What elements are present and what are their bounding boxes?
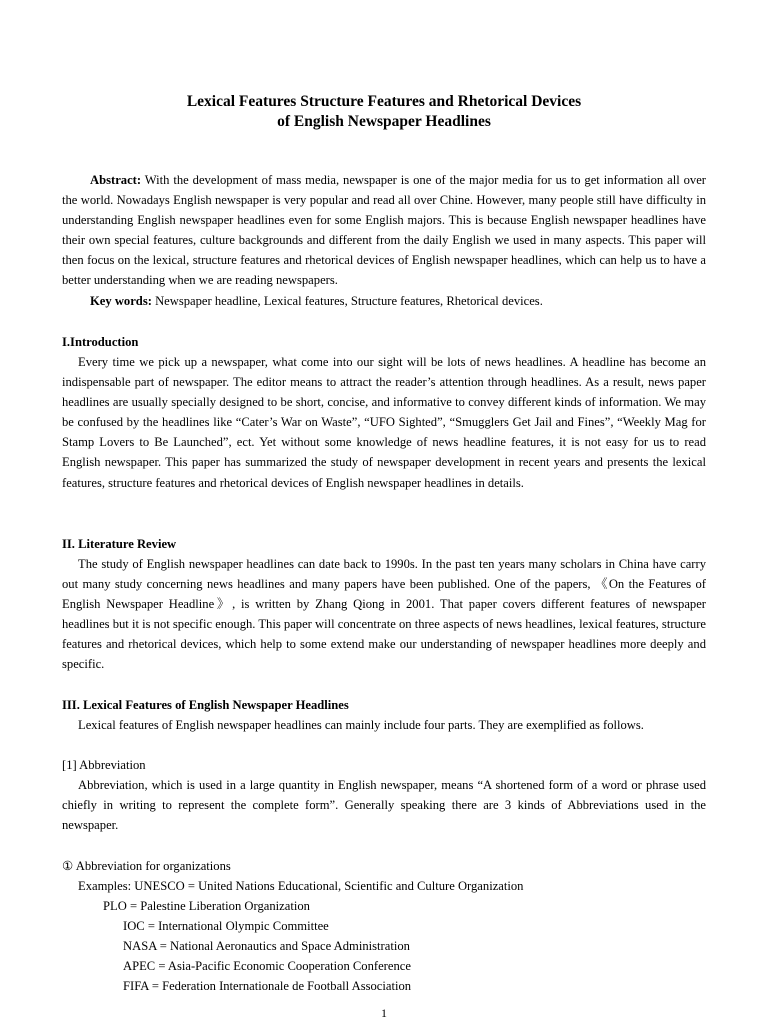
abstract-text: With the development of mass media, newspaper is one of the major media for us to get information all over the world. Nowadays English newspaper is very popular and read all over Chine. However, many people still have difficulty in understanding English newspaper headlines even for some English majors. This is because English newspaper headlines have their own special features, culture backgrounds and different from the daily English we used in many aspects. This paper will then focus on the lexical, structure features and rhetorical devices of English newspaper headlines, which can help us to have a better understanding when we are reading newspapers. [62,173,706,288]
page-number: 1 [381,1006,387,1020]
example-apec: APEC = Asia-Pacific Economic Cooperation Conference [123,959,411,973]
example-ioc: IOC = International Olympic Committee [123,919,329,933]
introduction-paragraph: Every time we pick up a newspaper, what come into our sight will be lots of news headlines. A headline has become an indispensable part of newspaper. The editor means to attract the reader’s attention through headlines. As a result, news paper headlines are usually specially designed to be short, concise, and informative to convey different kinds of information. We may be confused by the headlines like “Cater’s War on Waste”, “UFO Sighted”, “Smugglers Get Jail and Fines”, “Weekly Mag for Stamp Lovers to Be Launched”, ect. Yet without some knowledge of news headline features, it is not easy for us to read English newspaper. This paper has summarized the study of newspaper development in recent years and presents the lexical features, structure features and rhetorical devices of English newspaper headlines in details. [62,355,706,490]
abstract-label: Abstract: [90,173,142,187]
abbreviation-paragraph: Abbreviation, which is used in a large quantity in English newspaper, means “A shortened form of a word or phrase used chiefly in writing to represent the complete form”. Generally speaking there are 3 kinds of Abbreviations used in the newspaper. [62,778,706,833]
subsection-heading-organizations: ① Abbreviation for organizations [62,859,231,873]
example-unesco: Examples: UNESCO = United Nations Educational, Scientific and Culture Organization [78,879,524,893]
abstract-paragraph [62,170,706,291]
literature-review-paragraph: The study of English newspaper headlines can date back to 1990s. In the past ten years many scholars in China have carry out many study concerning news headlines and many papers have been published. One of the papers, 《On the Features of English Newspaper Headline》, is written by Zhang Qiong in 2001. That paper covers different features of newspaper headlines but it is not specific enough. This paper will concentrate on three aspects of news headlines, lexical features, structure features and rhetorical devices, which help to some extend make our understanding of newspaper headlines more deeply and specific. [62,557,706,672]
example-plo: PLO = Palestine Liberation Organization [103,899,310,913]
keywords-text: Newspaper headline, Lexical features, Structure features, Rhetorical devices. [151,294,543,308]
example-nasa: NASA = National Aeronautics and Space Administration [123,939,410,953]
paper-title-line-2: of English Newspaper Headlines [277,113,491,130]
example-fifa: FIFA = Federation Internationale de Football Association [123,979,412,993]
lexical-features-paragraph: Lexical features of English newspaper headlines can mainly include four parts. They are exemplified as follows. [78,718,644,732]
paper-title-line-1: Lexical Features Structure Features and Rhetorical Devices [186,93,582,110]
section-heading-introduction: I.Introduction [62,335,139,349]
keywords-paragraph [62,291,706,311]
section-heading-lexical-features: III. Lexical Features of English Newspaper Headlines [62,698,349,712]
section-heading-literature-review: II. Literature Review [62,537,177,551]
subsection-heading-abbreviation: [1] Abbreviation [62,758,146,772]
keywords-label: Key words: [90,294,152,308]
